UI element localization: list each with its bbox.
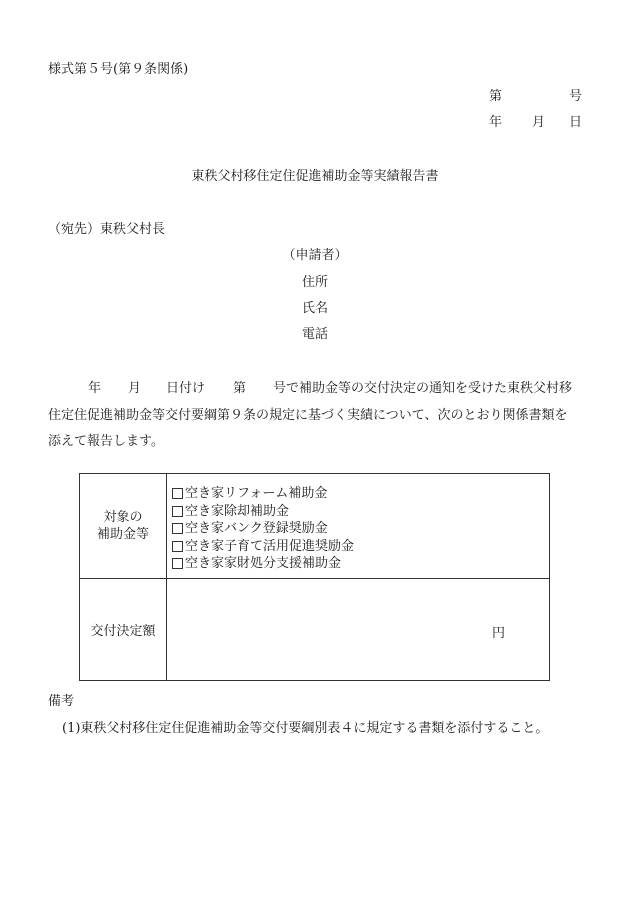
applicant-label: （申請者） [282, 248, 348, 263]
body-text-line-3: 添えて報告します。 [48, 434, 164, 449]
addressee: （宛先）東秩父村長 [48, 222, 166, 237]
document-number-prefix: 第 [489, 89, 503, 104]
checkbox-icon[interactable] [172, 506, 183, 517]
subsidy-option[interactable] [172, 503, 354, 521]
subsidy-option-label: 空き家除却補助金 [185, 503, 290, 519]
target-subsidy-header-line-2: 補助金等 [96, 527, 149, 542]
subsidy-option-label: 空き家子育て活用促進奨励金 [185, 538, 355, 554]
checkbox-icon[interactable] [172, 488, 183, 499]
grant-amount-unit: 円 [492, 626, 506, 641]
date-month: 月 [532, 115, 546, 130]
document-number-suffix: 号 [568, 89, 582, 104]
body-text-line-2: 住定住促進補助金等交付要綱第９条の規定に基づく実績について、次のとおり関係書類を [48, 408, 568, 423]
subsidy-option[interactable] [172, 520, 354, 538]
table-vertical-divider [166, 474, 167, 680]
notes-heading: 備考 [48, 694, 75, 709]
checkbox-icon[interactable] [172, 558, 183, 569]
subsidy-option[interactable] [172, 555, 354, 573]
target-subsidy-header-line-1: 対象の [103, 510, 143, 525]
subsidy-option-label: 空き家バンク登録奨励金 [185, 521, 328, 536]
checkbox-icon[interactable] [172, 523, 183, 534]
grant-amount-header: 交付決定額 [90, 624, 156, 639]
document-title: 東秩父村移住定住促進補助金等実績報告書 [191, 169, 439, 184]
subsidy-option-label: 空き家家財処分支援補助金 [185, 556, 342, 571]
applicant-name-label: 氏名 [301, 301, 328, 316]
date-day: 日 [568, 115, 582, 130]
applicant-phone-label: 電話 [301, 327, 328, 342]
subsidy-table [79, 473, 550, 681]
target-subsidy-header [80, 474, 166, 578]
body-number-prefix: 第 [233, 381, 247, 396]
body-year: 年 [88, 381, 102, 396]
checkbox-icon[interactable] [172, 541, 183, 552]
note-item: (1)東秩父村移住定住促進補助金等交付要綱別表４に規定する書類を添付すること。 [62, 721, 549, 736]
subsidy-option[interactable] [172, 538, 354, 556]
body-dated: 日付け [166, 381, 206, 396]
applicant-address-label: 住所 [301, 275, 328, 290]
subsidy-checklist [172, 485, 354, 573]
body-text-rest: 号で補助金等の交付決定の通知を受けた東秩父村移 [273, 381, 573, 396]
date-year: 年 [489, 115, 503, 130]
body-month: 月 [128, 381, 142, 396]
subsidy-option-label: 空き家リフォーム補助金 [185, 486, 328, 501]
subsidy-option[interactable] [172, 485, 354, 503]
form-number: 様式第５号(第９条関係) [48, 62, 189, 77]
